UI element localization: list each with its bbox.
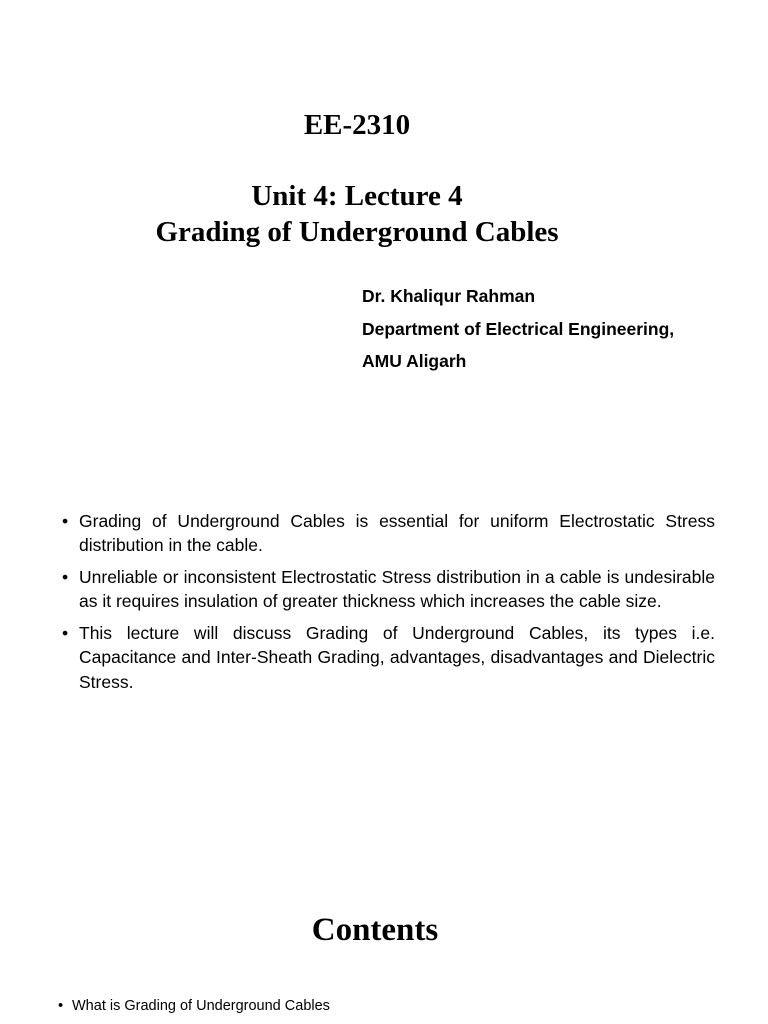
bullet-icon: • (62, 511, 69, 531)
bullet-text: This lecture will discuss Grading of Underground Cables, its types i.e. Capacitance and Inter-Sheath Grading, advantages, disadvantages and Dielectric Stress. (79, 623, 715, 692)
author-name: Dr. Khaliqur Rahman (362, 286, 536, 306)
course-code: EE-2310 (303, 109, 411, 141)
list-item (62, 509, 715, 558)
unit-title: Unit 4: Lecture 4 (251, 180, 463, 212)
bullet-icon: • (62, 567, 69, 588)
bullet-icon: • (58, 998, 64, 1014)
contents-heading: Contents (311, 912, 439, 948)
bullet-text: Unreliable or inconsistent Electrostatic Stress distribution in a cable is undesirable as it requires insulation of greater thickness which increases the cable size. (79, 567, 715, 612)
contents-list (58, 996, 330, 1016)
list-item (58, 996, 330, 1016)
lecture-title: Grading of Underground Cables (155, 216, 559, 248)
overview-bullet-list (62, 509, 715, 702)
bullet-text: Grading of Underground Cables is essential for uniform Electrostatic Stress distribution in the cable. (79, 511, 715, 556)
bullet-icon: • (62, 623, 69, 644)
author-department: Department of Electrical Engineering, (362, 319, 675, 339)
list-item (62, 621, 715, 694)
contents-item-text: What is Grading of Underground Cables (72, 998, 330, 1014)
list-item (62, 565, 715, 614)
author-institution: AMU Aligarh (362, 351, 467, 371)
